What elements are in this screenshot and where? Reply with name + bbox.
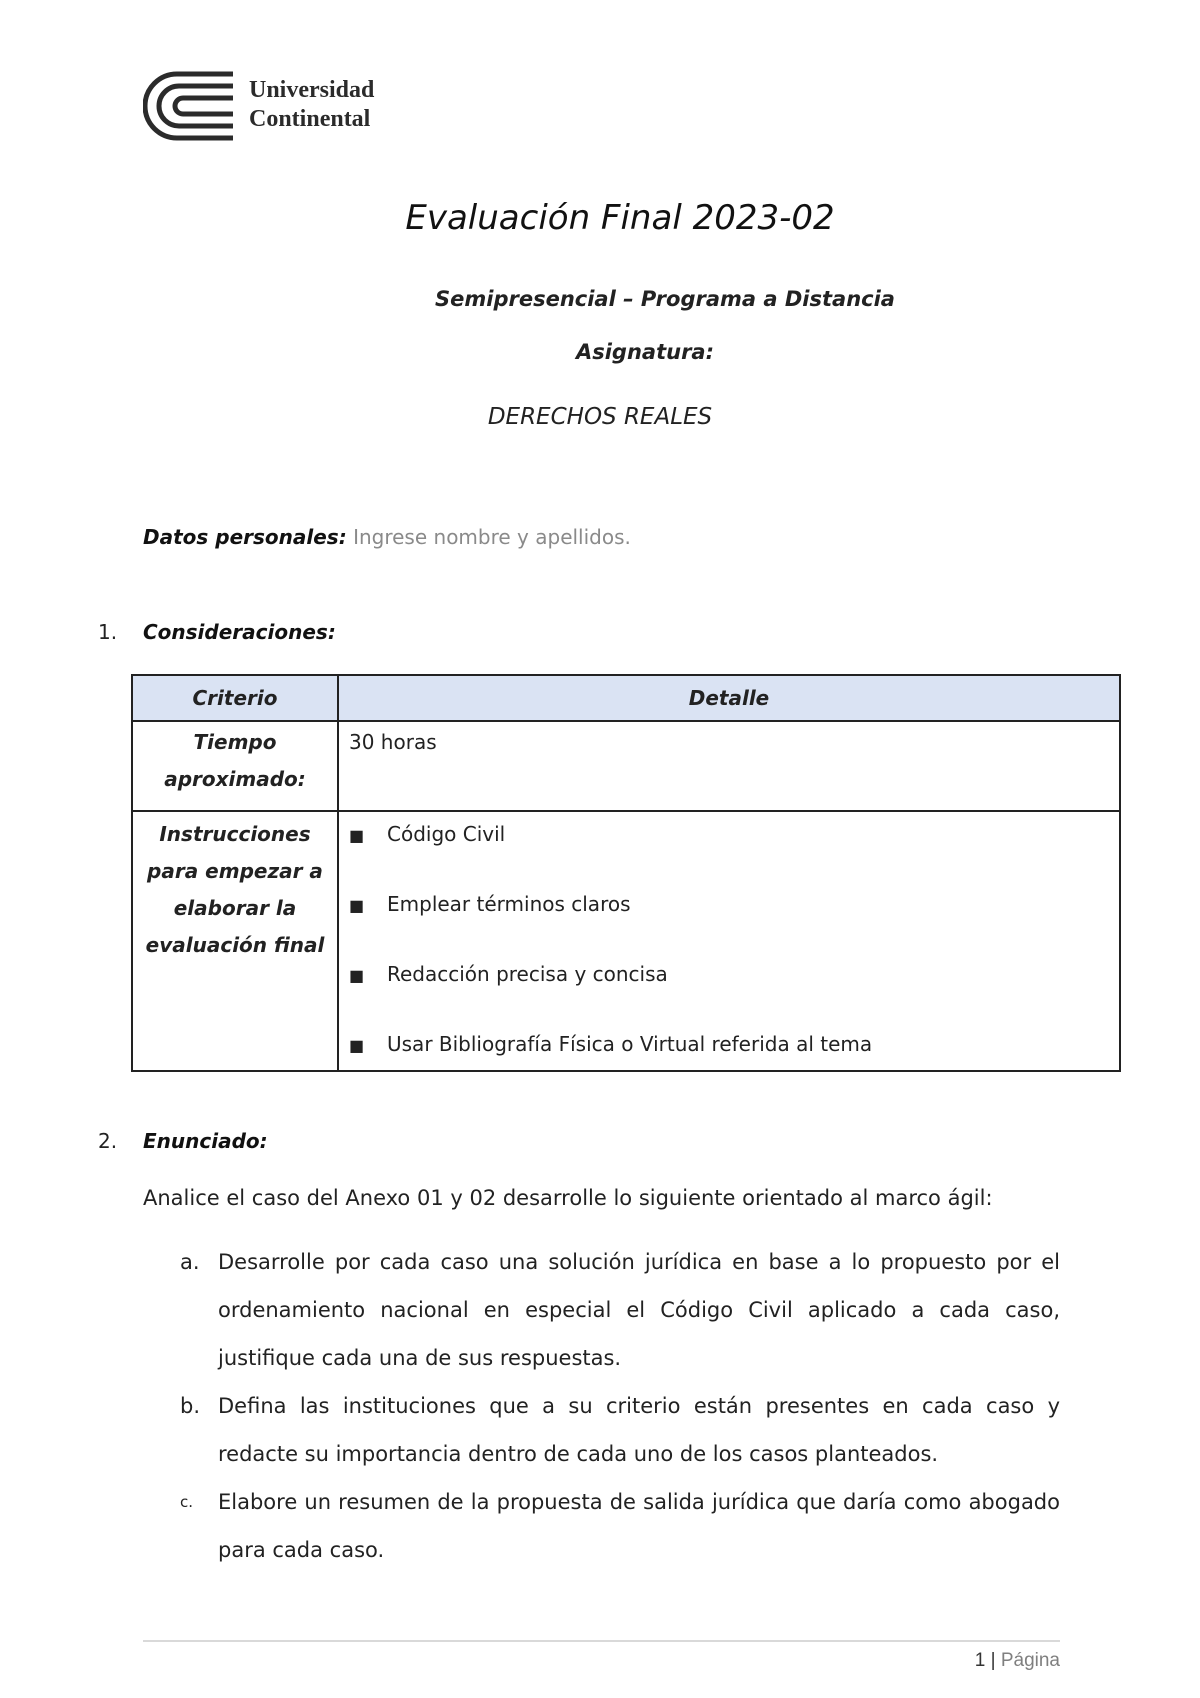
list-item-text: Emplear términos claros [387, 892, 631, 916]
list-item [349, 816, 1109, 854]
task-list [180, 1238, 1060, 1574]
section-1-number: 1. [98, 620, 118, 644]
university-logo [143, 70, 403, 142]
list-item [349, 886, 1109, 924]
table-header-row [132, 675, 1120, 721]
list-item [349, 1026, 1109, 1064]
document-title: Evaluación Final 2023-02 [405, 198, 835, 238]
personal-data-line [143, 525, 631, 549]
instructions-list [349, 814, 1109, 1068]
section-2-intro: Analice el caso del Anexo 01 y 02 desarrolle lo siguiente orientado al marco ágil: [143, 1186, 993, 1210]
list-item [180, 1238, 1060, 1382]
logo-mark-icon [143, 70, 239, 142]
list-item [349, 956, 1109, 994]
list-item-text: Código Civil [387, 822, 506, 846]
bullet-square-icon: ■ [349, 1036, 365, 1055]
section-2-title: Enunciado: [143, 1129, 268, 1153]
item-text: Elabore un resumen de la propuesta de salida jurídica que daría como abogado para cada caso. [218, 1490, 1060, 1562]
personal-data-placeholder[interactable]: Ingrese nombre y apellidos. [353, 525, 631, 549]
logo-wordmark [249, 76, 374, 134]
item-marker: c. [180, 1493, 194, 1511]
considerations-table [131, 674, 1121, 1072]
list-item-text: Usar Bibliografía Física o Virtual referida al tema [387, 1032, 873, 1056]
section-1-heading [98, 620, 336, 644]
course-name: DERECHOS REALES [487, 404, 713, 430]
bullet-square-icon: ■ [349, 966, 365, 985]
detalle-cell [338, 811, 1120, 1071]
item-marker: b. [180, 1394, 201, 1418]
personal-data-label: Datos personales: [143, 525, 347, 549]
table-row [132, 721, 1120, 811]
section-2-number: 2. [98, 1129, 118, 1153]
header-detalle: Detalle [338, 675, 1120, 721]
detalle-cell: 30 horas [338, 721, 1120, 811]
section-2-heading [98, 1129, 268, 1153]
header-criterio: Criterio [132, 675, 338, 721]
bullet-square-icon: ■ [349, 896, 365, 915]
logo-line-1: Universidad [249, 77, 375, 103]
page-separator: | [990, 1650, 996, 1671]
document-subtitle: Semipresencial – Programa a Distancia [435, 287, 895, 311]
page-footer [975, 1650, 1060, 1672]
list-item-text: Redacción precisa y concisa [387, 962, 668, 986]
item-text: Defina las instituciones que a su criterio están presentes en cada caso y redacte su importancia dentro de cada uno de los casos planteados. [218, 1394, 1060, 1466]
page-number: 1 [974, 1650, 986, 1671]
section-1-title: Consideraciones: [143, 620, 336, 644]
list-item [180, 1478, 1060, 1574]
page-label: Página [1000, 1650, 1060, 1671]
item-marker: a. [180, 1250, 200, 1274]
criterio-cell: Tiempo aproximado: [132, 721, 338, 811]
bullet-square-icon: ■ [349, 826, 365, 845]
footer-divider [143, 1640, 1060, 1642]
criterio-cell: Instrucciones para empezar a elaborar la evaluación final [132, 811, 338, 1071]
list-item [180, 1382, 1060, 1478]
logo-line-2: Continental [249, 106, 371, 132]
item-text: Desarrolle por cada caso una solución jurídica en base a lo propuesto por el ordenamiento nacional en especial el Código Civil aplicado a cada caso, justifique cada una de sus respuestas. [218, 1250, 1060, 1370]
table-row [132, 811, 1120, 1071]
asignatura-label: Asignatura: [575, 340, 715, 364]
